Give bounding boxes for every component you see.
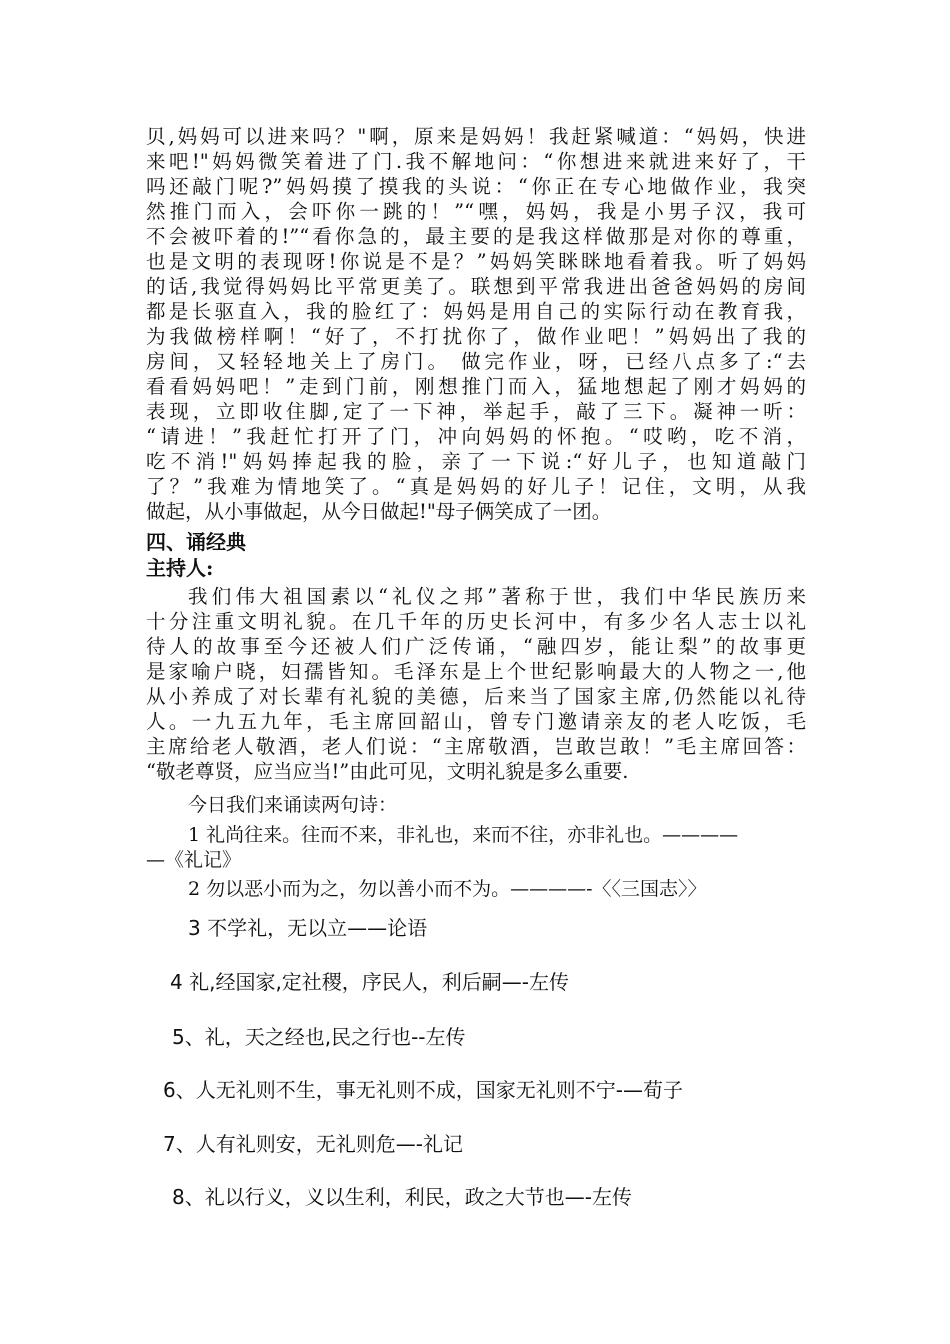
story-line: 吃不消!"妈妈捧起我的脸，亲了一下说:“好儿子，也知道敲门 — [146, 450, 806, 473]
story-line: 表现，立即收住脚,定了一下神，举起手，敲了三下。凝神一听： — [146, 400, 806, 423]
intro-line: 十分注重文明礼貌。在几千年的历史长河中，有多少名人志士以礼 — [146, 610, 806, 633]
story-line: 然推门而入，会吓你一跳的！”“嘿，妈妈，我是小男子汉，我可 — [146, 200, 806, 223]
quote-5: 5、礼，天之经也,民之行也--左传 — [172, 1025, 466, 1049]
quote-6: 6、人无礼则不生，事无礼则不成，国家无礼则不宁-—荀子 — [163, 1078, 683, 1102]
intro-line: 从小养成了对长辈有礼貌的美德，后来当了国家主席,仍然能以礼待 — [146, 685, 806, 708]
today-line: 今日我们来诵读两句诗： — [188, 794, 398, 816]
intro-line: 是家喻户晓，妇孺皆知。毛泽东是上个世纪影响最大的人物之一,他 — [146, 660, 806, 683]
story-line: 来吧!"妈妈微笑着进了门.我不解地问：“你想进来就进来好了，干 — [146, 150, 806, 173]
quote-2: 2 勿以恶小而为之，勿以善小而不为。————-〈〈三国志〉〉 — [188, 878, 707, 900]
story-line: 都是长驱直入，我的脸红了：妈妈是用自己的实际行动在教育我， — [146, 300, 806, 323]
story-line: 了？”我难为情地笑了。“真是妈妈的好儿子！记住，文明，从我 — [146, 475, 806, 498]
story-line: 看看妈妈吧！”走到门前，刚想推门而入，猛地想起了刚才妈妈的 — [146, 375, 806, 398]
story-line: 做起，从小事做起，从今日做起!"母子俩笑成了一团。 — [146, 500, 612, 523]
story-line: 的话,我觉得妈妈比平常更美了。联想到平常我进出爸爸妈妈的房间 — [146, 275, 806, 298]
story-line: 不会被吓着的!”“看你急的，最主要的是我这样做那是对你的尊重， — [146, 225, 806, 248]
quote-1-source: —《礼记》 — [146, 849, 242, 871]
section-title: 四、诵经典 — [146, 530, 246, 554]
intro-line: 人。一九五九年，毛主席回韶山，曾专门邀请亲友的老人吃饭，毛 — [146, 710, 806, 733]
story-line: 也是文明的表现呀!你说是不是？”妈妈笑眯眯地看着我。听了妈妈 — [146, 250, 806, 273]
quote-3: 3 不学礼，无以立——论语 — [188, 916, 428, 940]
quote-4: 4 礼,经国家,定社稷，序民人，利后嗣—-左传 — [170, 970, 570, 994]
story-line: 房间，又轻轻地关上了房门。 做完作业，呀，已经八点多了:“去 — [146, 350, 806, 373]
story-line: 贝,妈妈可以进来吗？"啊，原来是妈妈！我赶紧喊道：“妈妈，快进 — [146, 125, 806, 148]
quote-8: 8、礼以行义，义以生利，利民，政之大节也—-左传 — [172, 1185, 632, 1209]
story-line: 吗还敲门呢?”妈妈摸了摸我的头说：“你正在专心地做作业，我突 — [146, 175, 806, 198]
intro-line: 我们伟大祖国素以“礼仪之邦”著称于世，我们中华民族历来 — [188, 585, 806, 608]
intro-line: 待人的故事至今还被人们广泛传诵，“融四岁，能让梨”的故事更 — [146, 635, 806, 658]
intro-line: 主席给老人敬酒，老人们说：“主席敬酒，岂敢岂敢！”毛主席回答： — [146, 735, 806, 758]
host-label: 主持人: — [146, 556, 214, 580]
story-line: “请进！”我赶忙打开了门，冲向妈妈的怀抱。“哎哟，吃不消， — [146, 425, 806, 448]
quote-7: 7、人有礼则安，无礼则危—-礼记 — [163, 1132, 463, 1156]
story-line: 为我做榜样啊！“好了，不打扰你了，做作业吧！”妈妈出了我的 — [146, 325, 806, 348]
intro-line: “敬老尊贤，应当应当!”由此可见，文明礼貌是多么重要. — [146, 760, 629, 783]
quote-1: 1 礼尚往来。往而不来，非礼也，来而不往，亦非礼也。———— — [188, 824, 739, 846]
